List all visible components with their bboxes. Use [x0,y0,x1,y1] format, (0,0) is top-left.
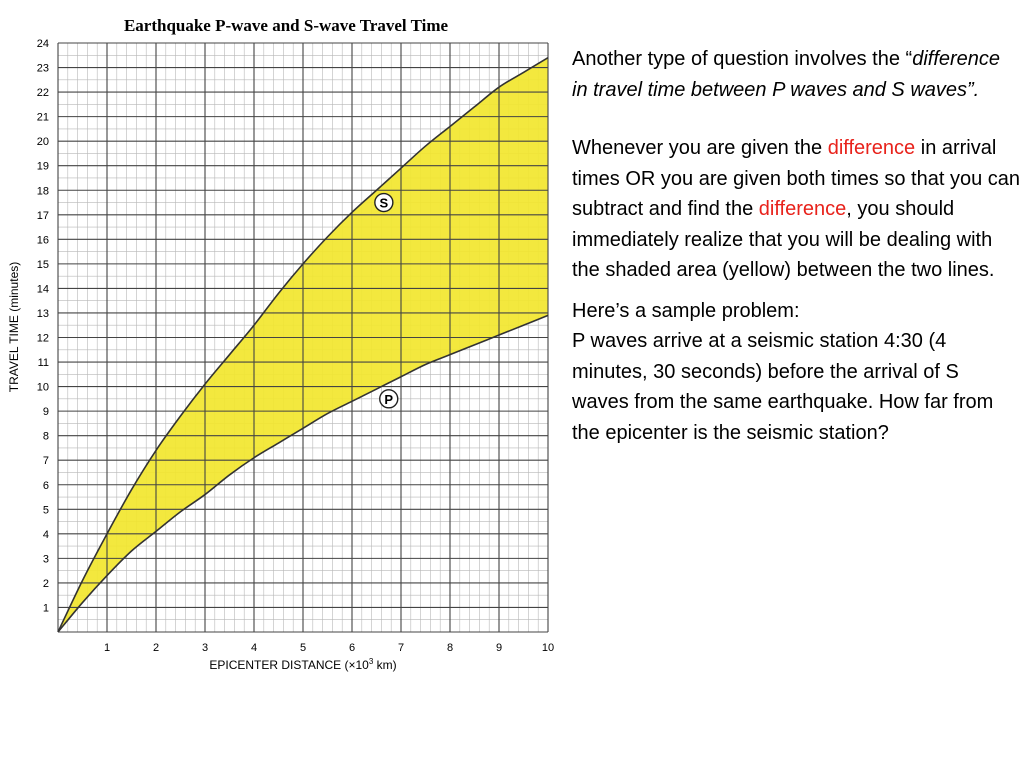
x-tick-label: 2 [152,642,160,654]
y-tick-label: 23 [36,62,49,75]
intro-emphasis: difference in travel time between P waves and S waves”. [572,48,1001,101]
x-tick-label: 7 [397,642,405,654]
difference-text-2: in arrival times OR you are given both times so that you can subtract and find the [572,137,1020,220]
x-tick-label: 1 [103,642,111,654]
y-axis-ticks [37,38,49,614]
difference-text-1: Whenever you are given the [572,137,828,159]
y-tick-label: 24 [36,38,49,50]
y-tick-label: 9 [42,406,49,419]
intro-paragraph [572,44,1020,105]
s-curve-label [375,194,393,212]
y-tick-label: 6 [42,479,49,492]
intro-text: Another type of question involves the “ [572,48,913,70]
y-tick-label: 5 [42,504,49,517]
y-tick-label: 2 [42,577,49,590]
y-tick-label: 13 [36,307,49,320]
y-tick-label: 15 [36,258,49,271]
x-tick-label: 10 [541,642,555,654]
p-label-text: P [384,391,394,407]
difference-highlight-2: difference [758,198,847,220]
y-tick-label: 21 [36,111,49,124]
x-axis-ticks [104,642,554,654]
y-tick-label: 12 [36,332,49,345]
x-tick-label: 5 [299,642,307,654]
x-tick-label: 3 [201,642,209,654]
x-axis-label: EPICENTER DISTANCE ($\times 10^3$ km) [209,657,397,672]
sample-problem-text: P waves arrive at a seismic station 4:30 (4 minutes, 30 seconds) before the arrival of S waves from the same earthquake. How far from the epicenter is the seismic station? [572,330,994,444]
y-tick-label: 11 [37,357,49,370]
x-tick-label: 8 [446,642,454,654]
difference-text-3: , you should immediately realize that you will be dealing with the shaded area (yellow) between the two lines. [572,198,995,281]
difference-highlight-1: difference [827,137,916,159]
y-tick-label: 8 [42,430,49,443]
x-tick-label: 9 [495,642,503,654]
y-tick-label: 7 [42,455,49,468]
y-tick-label: 16 [36,234,49,247]
y-tick-label: 20 [36,136,49,149]
y-tick-label: 18 [36,185,49,198]
sample-problem-heading: Here’s a sample problem: [572,299,800,322]
chart-title: Earthquake P-wave and S-wave Travel Time [123,16,449,35]
x-tick-label: 4 [250,642,258,654]
explanation-panel [572,44,1020,448]
s-label-text: S [379,195,389,211]
p-curve-label [380,390,398,408]
y-tick-label: 14 [36,283,49,296]
y-tick-label: 3 [42,553,49,566]
y-tick-label: 4 [42,528,49,541]
y-tick-label: 10 [36,381,49,394]
y-axis-label: TRAVEL TIME (minutes) [7,261,21,393]
y-tick-label: 19 [36,160,49,173]
y-tick-label: 17 [36,209,49,222]
y-tick-label: 1 [42,602,49,615]
x-tick-label: 6 [348,642,356,654]
difference-paragraph [572,133,1020,286]
y-tick-label: 22 [36,87,49,100]
